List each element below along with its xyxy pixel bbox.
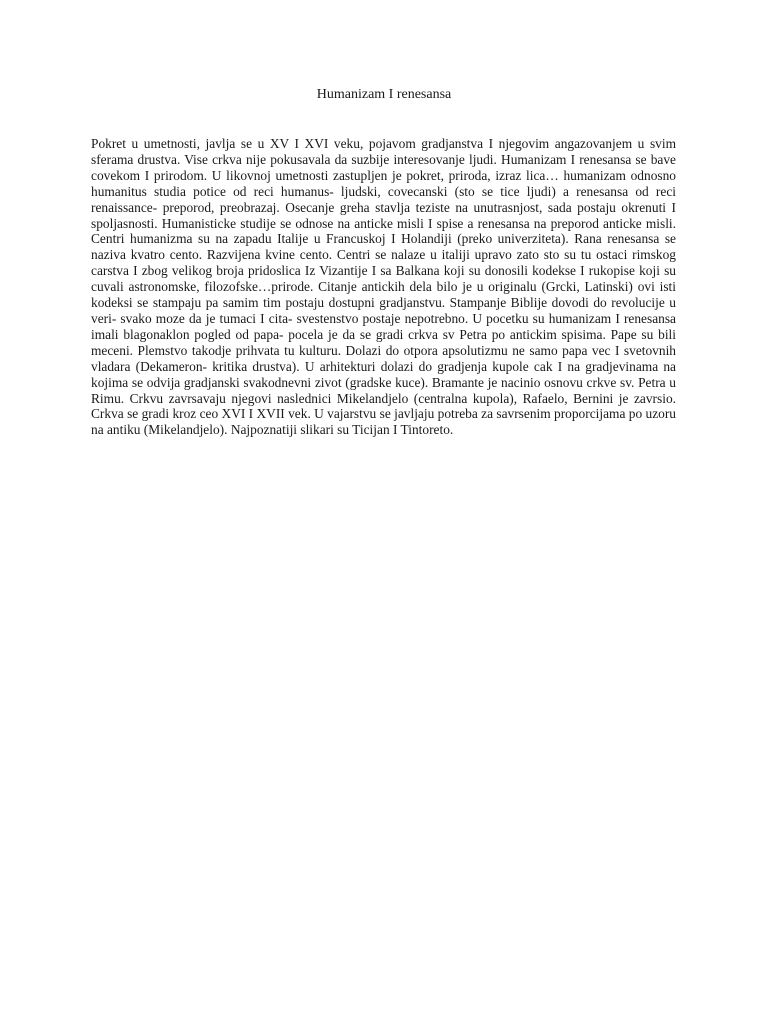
document-title: Humanizam I renesansa (316, 87, 452, 102)
document-body-paragraph: Pokret u umetnosti, javlja se u XV I XVI veku, pojavom gradjanstva I njegovim angazovanjem u svim sferama drustva. Vise crkva nije pokusavala da suzbije interesovanje ljudi. Humanizam I renesansa se bave covekom I prirodom. U likovnoj umetnosti zastupljen je pokret, priroda, izraz lica… humanizam odnosno humanitus studia potice od reci humanus- ljudski, covecanski (sto se tice ljudi) a renesansa od reci renaissance- preporod, preobrazaj. Osecanje greha stavlja teziste na unutrasnjost, sada postaju okrenuti I spoljasnosti. Humanisticke studije se odnose na anticke misli I spise a renesansa na preporod anticke misli. Centri humanizma su na zapadu Italije u Francuskoj I Holandiji (preko univerziteta). Rana renesansa se naziva kvatro cento. Razvijena kvine cento. Centri se nalaze u italiji upravo zato sto su tu ostaci rimskog carstva I zbog velikog broja pridoslica Iz Vizantije I sa Balkana koji su donosili kodekse I rukopise koji su cuvali astronomske, filozofske…prirode. Citanje antickih dela bilo je u originalu (Grcki, Latinski) ovi isti kodeksi se stampaju pa samim tim postaju dostupni gradjanstvu. Stampanje Biblije dovodi do revolucije u veri- svako moze da je tumaci I cita- svestenstvo postaje nepotrebno. U pocetku su humanizam I renesansa imali blagonaklon pogled od papa- pocela je da se gradi crkva sv Petra po antickim spisima. Pape su bili meceni. Plemstvo takodje prihvata tu kulturu. Dolazi do otpora apsolutizmu ne samo papa vec I svetovnih vladara (Dekameron- kritika drustva). U arhitekturi dolazi do gradjenja kupole cak I na gradjevinama na kojima se odvija gradjanski svakodnevni zivot (gradske kuce). Bramante je nacinio osnovu crkve sv. Petra u Rimu. Crkvu zavrsavaju njegovi naslednici Mikelandjelo (centralna kupola), Rafaelo, Bernini je zavrsio. Crkva se gradi kroz ceo XVI I XVII vek. U vajarstvu se javljaju potreba za savrsenim proporcijama po uzoru na antiku (Mikelandjelo). Najpoznatiji slikari su Ticijan I Tintoreto. (91, 136, 676, 438)
